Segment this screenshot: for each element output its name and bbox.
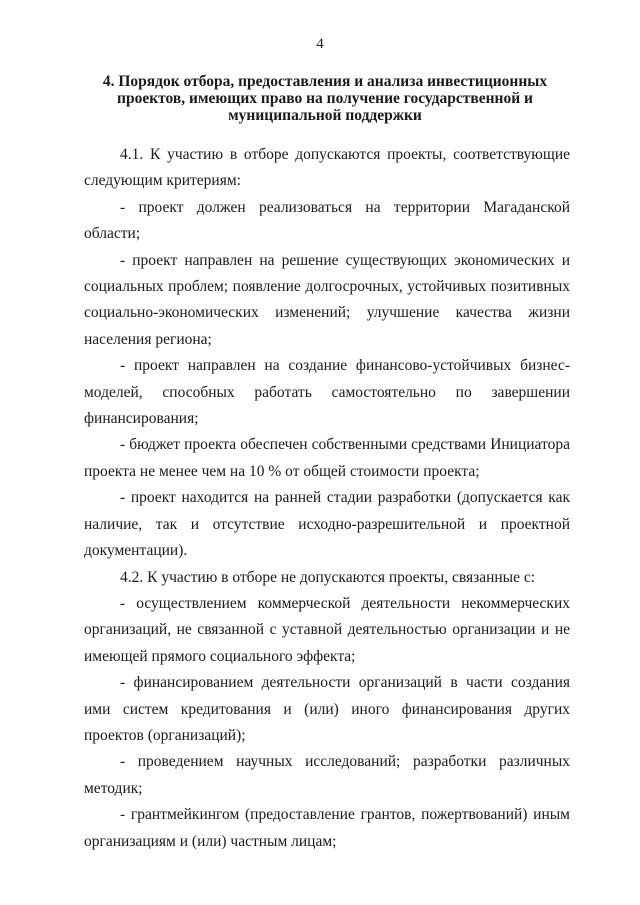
clause-4-1: 4.1. К участию в отборе допускаются проекты, соответствующие следующим критериям: xyxy=(84,146,570,190)
criterion-business-models: - проект направлен на создание финансово-устойчивых бизнес-моделей, способных работать самостоятельно по завершении финансирования; xyxy=(84,357,570,428)
document-body xyxy=(84,142,570,855)
criterion-budget: - бюджет проекта обеспечен собственными средствами Инициатора проекта не менее чем на 10 % от общей стоимости проекта; xyxy=(84,436,570,480)
criterion-territory: - проект должен реализоваться на территории Магаданской области; xyxy=(84,198,570,243)
exclusion-credit-systems: - финансированием деятельности организаций в части создания ими систем кредитования и (или) иного финансирования других проектов (организаций); xyxy=(84,674,570,744)
criterion-social-problems: - проект направлен на решение существующих экономических и социальных проблем; появление долгосрочных, устойчивых позитивных социально-экономических изменений; улучшение качества жизни населения региона; xyxy=(84,251,570,348)
clause-4-2: 4.2. К участию в отборе не допускаются проекты, связанные с: xyxy=(120,568,536,586)
exclusion-grantmaking: - грантмейкингом (предоставление грантов, пожертвований) иным организациям и (или) частным лицам; xyxy=(84,806,570,850)
exclusion-research: - проведением научных исследований; разработки различных методик; xyxy=(84,753,570,797)
page-number: 4 xyxy=(316,36,324,52)
criterion-early-stage: - проект находится на ранней стадии разработки (допускается как наличие, так и отсутствие исходно-разрешительной и проектной документации). xyxy=(84,489,570,560)
exclusion-commercial-activity: - осуществлением коммерческой деятельности некоммерческих организаций, не связанной с уставной деятельностью организации и не имеющей прямого социального эффекта; xyxy=(84,594,570,665)
section-title: 4. Порядок отбора, предоставления и анализа инвестиционных проектов, имеющих право на получение государственной и муниципальной поддержки xyxy=(102,73,548,124)
